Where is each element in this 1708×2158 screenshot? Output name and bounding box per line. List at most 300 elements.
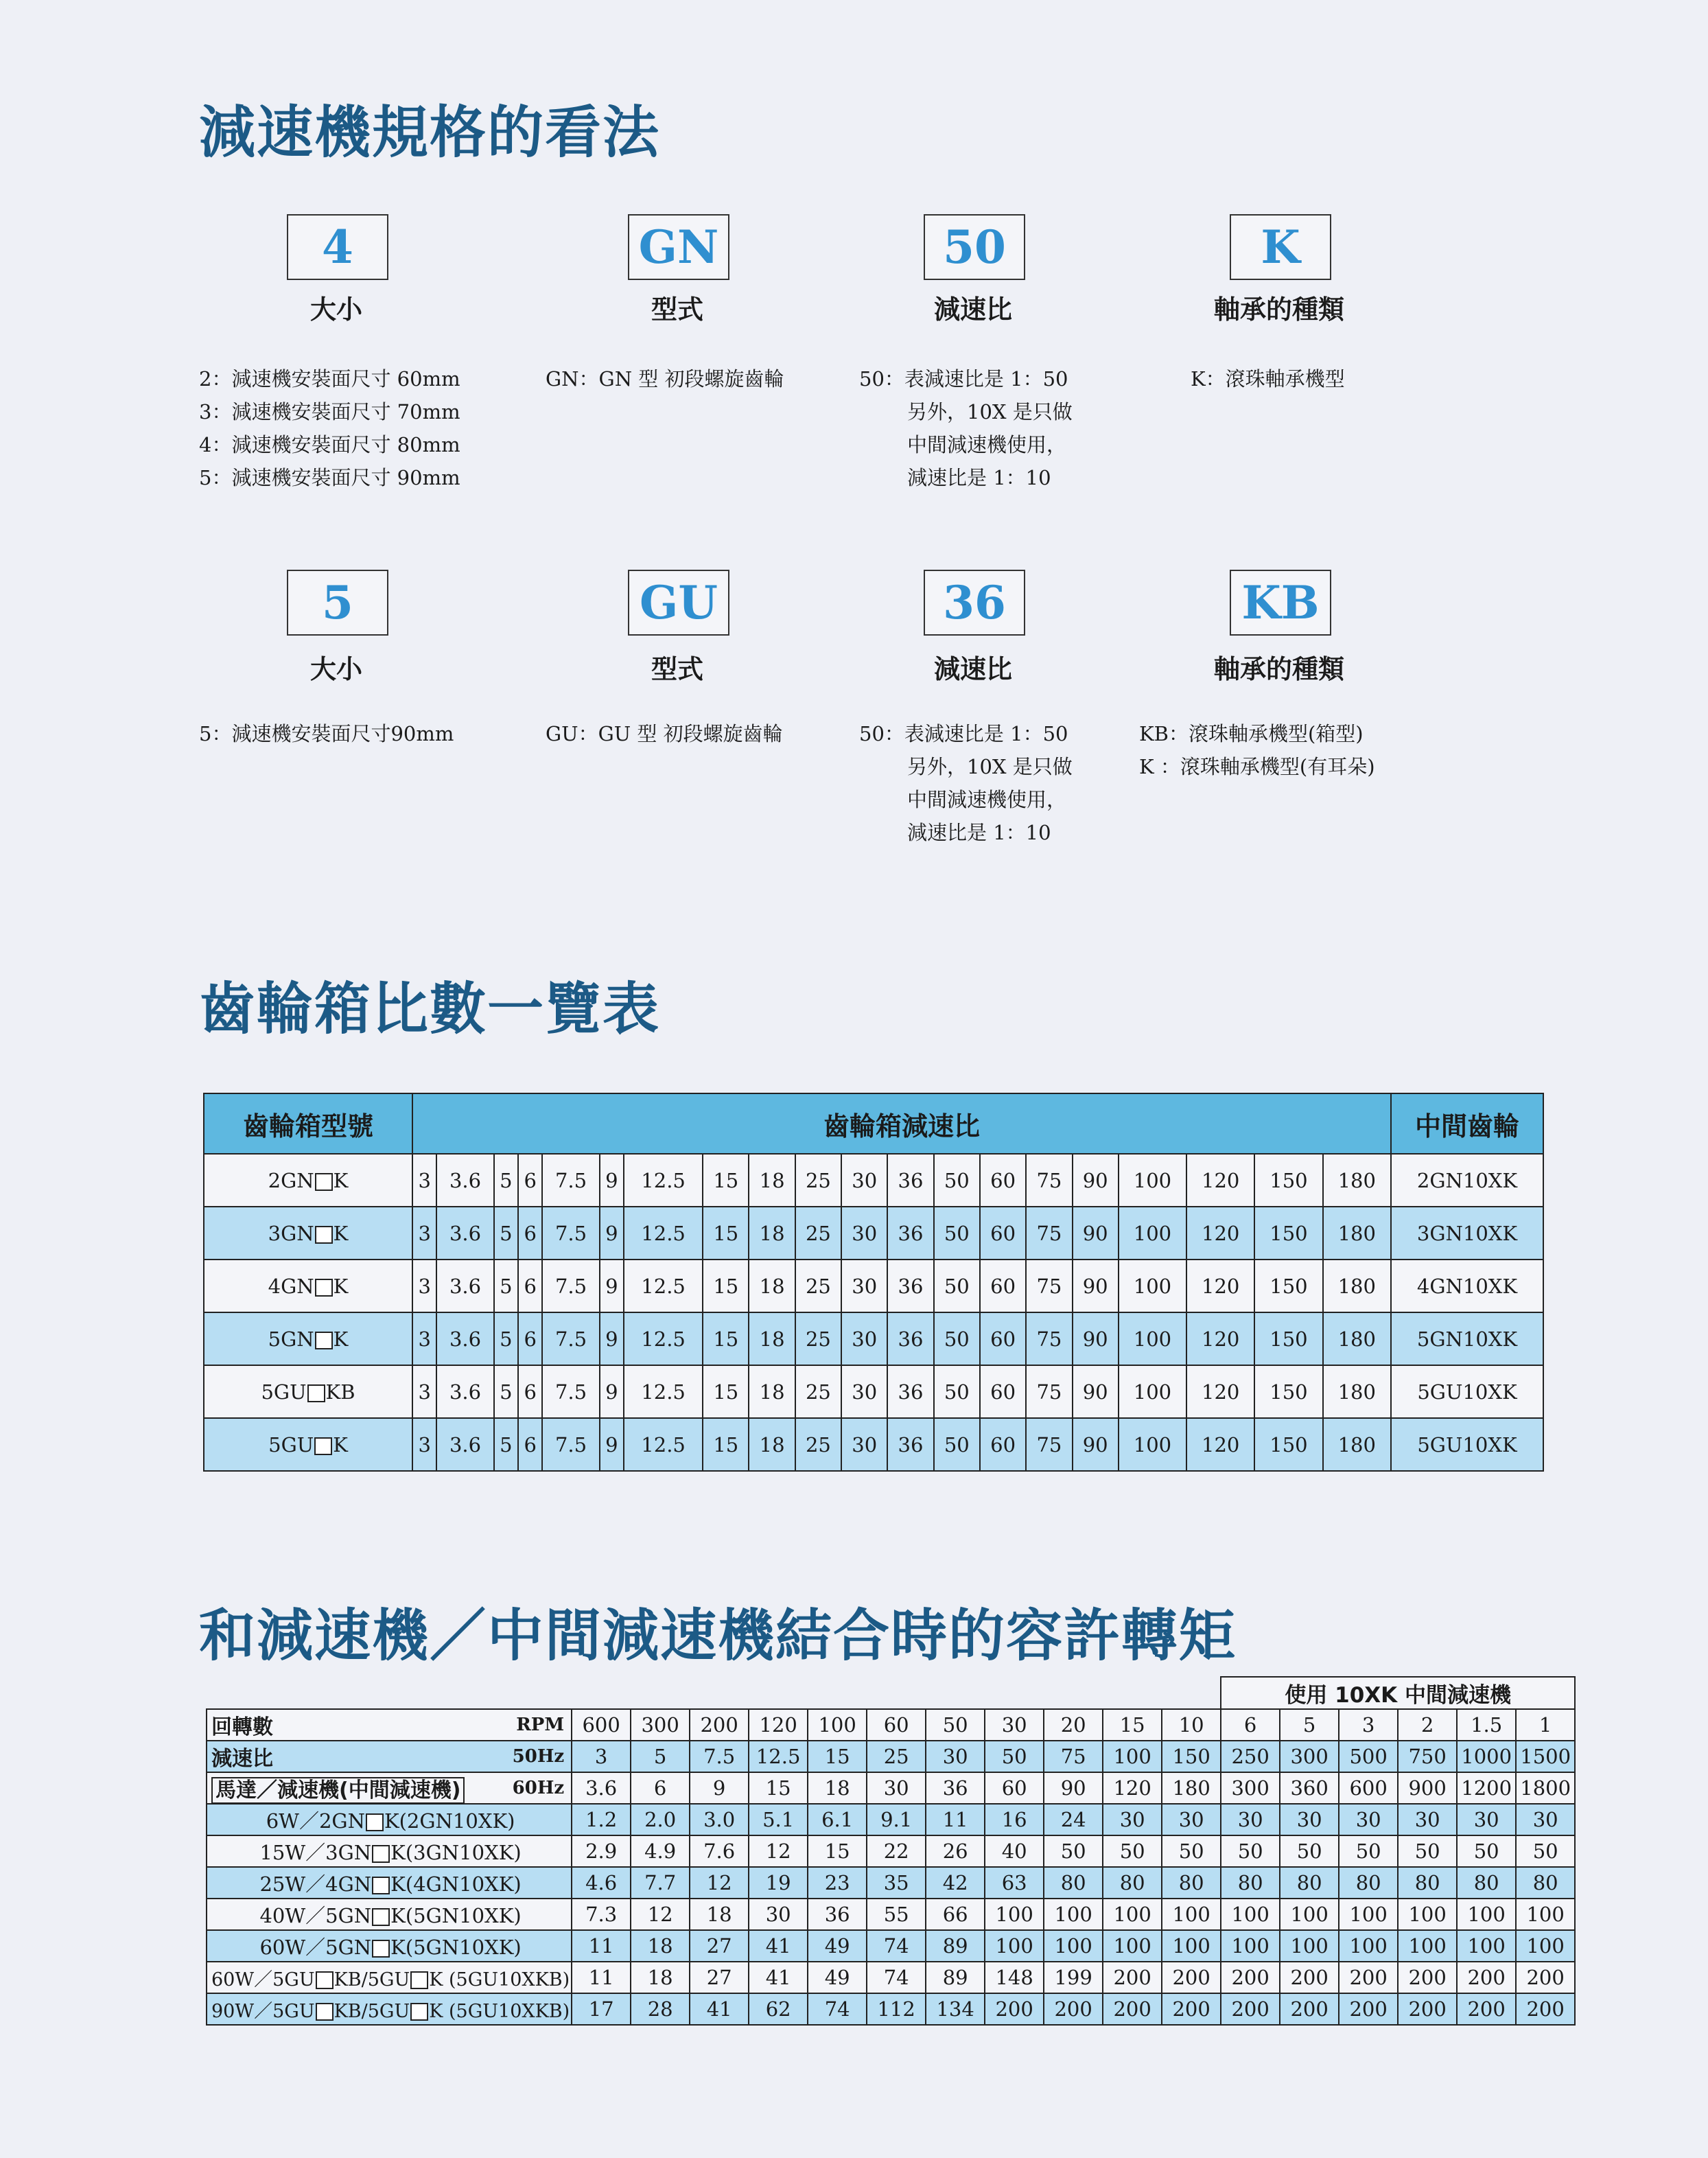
motor-model-a: 15W／3GN [259,1840,372,1864]
middle-gear-cell: 5GN10XK [1391,1312,1543,1365]
ratio-cell: 25 [795,1312,841,1365]
ratio-cell: 7.5 [542,1312,599,1365]
blank-square-icon [307,1384,325,1402]
motor-model-b: K(4GN10XK) [390,1872,522,1896]
spec-description-line: 減速比是 1：10 [907,466,1051,489]
ratio-cell: 180 [1323,1365,1391,1418]
row-label [207,1709,494,1741]
torque-value-cell: 30 [1221,1804,1280,1835]
model-prefix: 5GU [261,1380,307,1404]
torque-value-cell: 200 [1339,1993,1398,2025]
ratio-cell: 25 [795,1365,841,1418]
ratio-cell: 50 [934,1365,980,1418]
spec-description-line: 3：減速機安裝面尺寸 70mm [199,400,460,424]
torque-value-cell: 50 [1280,1835,1339,1867]
group-header-row [207,1677,1575,1709]
torque-value-cell: 100 [1162,1930,1221,1962]
torque-value-cell: 200 [1339,1962,1398,1993]
value-cell: 500 [1339,1741,1398,1772]
model-cell [204,1312,412,1365]
value-cell: 5 [1280,1709,1339,1741]
torque-value-cell: 11 [572,1962,631,1993]
spec-code-box: 50 [924,214,1025,280]
ratio-cell: 120 [1186,1365,1254,1418]
torque-value-cell: 100 [1221,1930,1280,1962]
value-cell: 360 [1280,1772,1339,1804]
model-cell [204,1260,412,1312]
ratio-cell: 100 [1119,1207,1186,1260]
torque-value-cell: 200 [1398,1993,1457,2025]
torque-value-cell: 148 [985,1962,1044,1993]
value-cell: 30 [867,1772,926,1804]
model-cell [204,1365,412,1418]
value-cell: 20 [1044,1709,1103,1741]
ratio-cell: 60 [980,1312,1026,1365]
ratio-cell: 15 [703,1207,749,1260]
ratio-cell: 75 [1026,1154,1072,1207]
ratio-cell: 100 [1119,1260,1186,1312]
ratio-cell: 9 [600,1312,624,1365]
ratio-cell: 15 [703,1312,749,1365]
ratio-cell: 5 [494,1207,518,1260]
spec-caption: 型式 [651,294,703,325]
ratio-cell: 75 [1026,1312,1072,1365]
motor-model-a: 60W／5GN [259,1935,372,1959]
torque-value-cell: 100 [1103,1930,1162,1962]
motor-model-cell [207,1867,572,1899]
torque-value-cell: 80 [1457,1867,1516,1899]
torque-value-cell: 50 [1457,1835,1516,1867]
model-cell [204,1418,412,1471]
model-cell [204,1207,412,1260]
ratio-cell: 150 [1254,1207,1322,1260]
blank-square-icon [316,2003,334,2021]
spec-code-box: 5 [287,570,388,636]
value-cell: 50 [985,1741,1044,1772]
ratio-cell: 9 [600,1418,624,1471]
torque-value-cell: 18 [631,1962,690,1993]
value-cell: 6 [1221,1709,1280,1741]
ratio-cell: 120 [1186,1260,1254,1312]
torque-value-cell: 50 [1103,1835,1162,1867]
value-cell: 3.6 [572,1772,631,1804]
value-cell: 30 [985,1709,1044,1741]
torque-value-cell: 100 [1044,1899,1103,1930]
ratio-cell: 50 [934,1260,980,1312]
gear-ratio-table [203,1093,1544,1472]
ratio-cell: 100 [1119,1312,1186,1365]
torque-value-cell: 200 [1162,1993,1221,2025]
ratio-cell: 180 [1323,1154,1391,1207]
ratio-cell: 6 [518,1312,542,1365]
ratio-cell: 75 [1026,1260,1072,1312]
value-cell: 60 [867,1709,926,1741]
torque-value-cell: 12 [690,1867,749,1899]
group-header-cell: 使用 10XK 中間減速機 [1221,1677,1575,1709]
torque-value-cell: 100 [1162,1899,1221,1930]
ratio-cell: 30 [841,1154,887,1207]
value-cell: 75 [1044,1741,1103,1772]
torque-header-row [207,1772,1575,1804]
blank-square-icon [366,1813,384,1831]
motor-model-b: K(3GN10XK) [390,1840,522,1864]
value-cell: 600 [572,1709,631,1741]
row-unit: 50Hz [494,1741,572,1772]
ratio-cell: 12.5 [624,1260,703,1312]
ratio-cell: 3 [412,1207,436,1260]
torque-value-cell: 41 [749,1962,808,1993]
torque-value-cell: 100 [1457,1899,1516,1930]
ratio-table-row [204,1418,1543,1471]
ratio-table-row [204,1154,1543,1207]
torque-value-cell: 30 [1398,1804,1457,1835]
model-prefix: 3GN [268,1221,314,1245]
value-cell: 6 [631,1772,690,1804]
ratio-cell: 25 [795,1154,841,1207]
torque-row [207,1962,1575,1993]
torque-value-cell: 134 [926,1993,985,2025]
model-suffix: K [333,1168,349,1192]
ratio-cell: 12.5 [624,1312,703,1365]
torque-value-cell: 2.9 [572,1835,631,1867]
row-label-text: 減速比 [211,1747,273,1771]
value-cell: 12.5 [749,1741,808,1772]
torque-value-cell: 12 [631,1899,690,1930]
blank-square-icon [372,1845,390,1863]
spec-caption: 軸承的種類 [1213,654,1344,684]
torque-value-cell: 100 [1280,1899,1339,1930]
motor-model-c: K (5GU10XKB) [429,2000,570,2022]
value-cell: 5 [631,1741,690,1772]
torque-value-cell: 26 [926,1835,985,1867]
ratio-cell: 100 [1119,1418,1186,1471]
blank-square-icon [315,1173,333,1191]
torque-value-cell: 200 [1162,1962,1221,1993]
torque-value-cell: 11 [926,1804,985,1835]
ratio-cell: 150 [1254,1260,1322,1312]
torque-value-cell: 80 [1103,1867,1162,1899]
torque-value-cell: 50 [1398,1835,1457,1867]
ratio-cell: 90 [1073,1365,1119,1418]
torque-value-cell: 55 [867,1899,926,1930]
ratio-cell: 18 [749,1154,795,1207]
ratio-cell: 50 [934,1207,980,1260]
torque-value-cell: 19 [749,1867,808,1899]
torque-value-cell: 23 [808,1867,867,1899]
motor-model-c: K (5GU10XKB) [429,1969,570,1991]
model-cell [204,1154,412,1207]
value-cell: 18 [808,1772,867,1804]
spec-description-line: K ：滾珠軸承機型(有耳朵) [1139,755,1375,778]
motor-model-b: K(5GN10XK) [390,1903,522,1927]
spec-code-box: GU [628,570,729,636]
ratio-cell: 7.5 [542,1418,599,1471]
model-suffix: KB [325,1380,355,1404]
value-cell: 300 [1221,1772,1280,1804]
ratio-cell: 6 [518,1260,542,1312]
torque-value-cell: 30 [1162,1804,1221,1835]
torque-value-cell: 18 [690,1899,749,1930]
ratio-cell: 9 [600,1154,624,1207]
ratio-table-row [204,1260,1543,1312]
torque-value-cell: 30 [1516,1804,1575,1835]
ratio-section-title: 齒輪箱比數一覽表 [199,977,661,1042]
torque-value-cell: 42 [926,1867,985,1899]
value-cell: 9 [690,1772,749,1804]
value-cell: 600 [1339,1772,1398,1804]
ratio-cell: 180 [1323,1418,1391,1471]
middle-gear-cell: 5GU10XK [1391,1418,1543,1471]
torque-value-cell: 100 [1339,1899,1398,1930]
model-suffix: K [333,1274,349,1298]
ratio-cell: 120 [1186,1207,1254,1260]
value-cell: 7.5 [690,1741,749,1772]
torque-row [207,1835,1575,1867]
torque-value-cell: 80 [1280,1867,1339,1899]
ratio-cell: 150 [1254,1312,1322,1365]
torque-value-cell: 100 [1398,1930,1457,1962]
value-cell: 2 [1398,1709,1457,1741]
torque-value-cell: 200 [985,1993,1044,2025]
torque-value-cell: 30 [749,1899,808,1930]
ratio-cell: 36 [887,1312,933,1365]
spec-code-box: 36 [924,570,1025,636]
spec-caption: 減速比 [933,654,1012,684]
torque-value-cell: 3.0 [690,1804,749,1835]
value-cell: 750 [1398,1741,1457,1772]
ratio-cell: 60 [980,1154,1026,1207]
spec-caption: 大小 [309,654,362,684]
ratio-cell: 7.5 [542,1154,599,1207]
ratio-cell: 60 [980,1207,1026,1260]
ratio-cell: 7.5 [542,1207,599,1260]
ratio-table-row [204,1207,1543,1260]
ratio-cell: 75 [1026,1207,1072,1260]
torque-value-cell: 112 [867,1993,926,2025]
ratio-cell: 90 [1073,1154,1119,1207]
torque-value-cell: 66 [926,1899,985,1930]
row-label-text: 回轉數 [211,1715,273,1739]
ratio-cell: 50 [934,1154,980,1207]
ratio-cell: 18 [749,1365,795,1418]
spec-description [859,717,1073,849]
ratio-cell: 18 [749,1418,795,1471]
value-cell: 15 [749,1772,808,1804]
ratio-cell: 30 [841,1365,887,1418]
torque-value-cell: 12 [749,1835,808,1867]
value-cell: 200 [690,1709,749,1741]
torque-value-cell: 41 [749,1930,808,1962]
value-cell: 1200 [1457,1772,1516,1804]
ratio-cell: 6 [518,1365,542,1418]
value-cell: 30 [926,1741,985,1772]
row-unit: RPM [494,1709,572,1741]
ratio-cell: 36 [887,1154,933,1207]
motor-model-cell [207,1899,572,1930]
spec-description-line: 50：表減速比是 1：50 [859,367,1068,391]
torque-value-cell: 2.0 [631,1804,690,1835]
ratio-cell: 180 [1323,1207,1391,1260]
torque-value-cell: 200 [1221,1993,1280,2025]
torque-value-cell: 4.9 [631,1835,690,1867]
torque-value-cell: 16 [985,1804,1044,1835]
ratio-cell: 3 [412,1260,436,1312]
torque-value-cell: 100 [1398,1899,1457,1930]
torque-value-cell: 1.2 [572,1804,631,1835]
torque-row [207,1804,1575,1835]
ratio-cell: 90 [1073,1312,1119,1365]
torque-value-cell: 50 [1221,1835,1280,1867]
motor-model-a: 60W／5GU [211,1969,315,1991]
model-suffix: K [333,1327,349,1351]
spec-description [199,717,454,750]
ratio-cell: 3 [412,1312,436,1365]
ratio-cell: 120 [1186,1154,1254,1207]
torque-value-cell: 200 [1103,1993,1162,2025]
value-cell: 10 [1162,1709,1221,1741]
value-cell: 100 [808,1709,867,1741]
value-cell: 50 [926,1709,985,1741]
torque-value-cell: 100 [1516,1930,1575,1962]
ratio-cell: 3 [412,1365,436,1418]
torque-value-cell: 200 [1044,1993,1103,2025]
ratio-cell: 150 [1254,1418,1322,1471]
ratio-table-row [204,1365,1543,1418]
torque-value-cell: 200 [1398,1962,1457,1993]
motor-model-cell [207,1993,572,2025]
motor-model-cell [207,1804,572,1835]
spec-code-box: K [1230,214,1331,280]
torque-value-cell: 200 [1516,1993,1575,2025]
ratio-cell: 90 [1073,1418,1119,1471]
torque-value-cell: 74 [867,1962,926,1993]
spec-caption: 軸承的種類 [1213,294,1344,325]
motor-model-a: 40W／5GN [259,1903,372,1927]
value-cell: 120 [1103,1772,1162,1804]
torque-value-cell: 28 [631,1993,690,2025]
torque-value-cell: 36 [808,1899,867,1930]
torque-value-cell: 27 [690,1930,749,1962]
value-cell: 1500 [1516,1741,1575,1772]
ratio-cell: 75 [1026,1365,1072,1418]
ratio-cell: 9 [600,1207,624,1260]
value-cell: 300 [1280,1741,1339,1772]
value-cell: 1800 [1516,1772,1575,1804]
torque-row [207,1993,1575,2025]
ratio-cell: 18 [749,1312,795,1365]
torque-value-cell: 50 [1162,1835,1221,1867]
motor-model-a: 90W／5GU [211,2000,315,2022]
torque-value-cell: 50 [1516,1835,1575,1867]
torque-value-cell: 80 [1339,1867,1398,1899]
middle-gear-cell: 4GN10XK [1391,1260,1543,1312]
ratio-cell: 150 [1254,1154,1322,1207]
middle-gear-header: 中間齒輪 [1391,1093,1543,1154]
ratio-cell: 3.6 [436,1207,493,1260]
ratio-cell: 15 [703,1365,749,1418]
torque-value-cell: 100 [1280,1930,1339,1962]
value-cell: 3 [1339,1709,1398,1741]
ratio-cell: 25 [795,1260,841,1312]
spec-description-line: 5：減速機安裝面尺寸90mm [199,722,454,745]
spec-code-box: 4 [287,214,388,280]
torque-value-cell: 89 [926,1930,985,1962]
torque-value-cell: 15 [808,1835,867,1867]
value-cell: 15 [1103,1709,1162,1741]
torque-value-cell: 6.1 [808,1804,867,1835]
ratio-cell: 75 [1026,1418,1072,1471]
blank-square-icon [314,1437,332,1455]
ratio-cell: 30 [841,1418,887,1471]
spec-description [546,717,783,750]
ratio-cell: 60 [980,1365,1026,1418]
middle-gear-cell: 2GN10XK [1391,1154,1543,1207]
motor-model-cell [207,1962,572,1993]
ratio-cell: 30 [841,1312,887,1365]
ratio-cell: 5 [494,1418,518,1471]
value-cell: 300 [631,1709,690,1741]
value-cell: 1000 [1457,1741,1516,1772]
value-cell: 150 [1162,1741,1221,1772]
ratio-cell: 15 [703,1260,749,1312]
ratio-cell: 5 [494,1154,518,1207]
spec-caption: 大小 [309,294,362,325]
ratio-cell: 120 [1186,1418,1254,1471]
torque-header-row [207,1741,1575,1772]
blank-square-icon [316,1971,334,1989]
torque-value-cell: 100 [1457,1930,1516,1962]
ratio-cell: 9 [600,1260,624,1312]
blank-square-icon [315,1226,333,1244]
blank-square-icon [315,1279,333,1297]
spec-description [1139,717,1375,783]
value-cell: 15 [808,1741,867,1772]
ratio-cell: 3.6 [436,1365,493,1418]
ratio-cell: 36 [887,1207,933,1260]
motor-model-a: 6W／2GN [266,1809,365,1833]
ratio-cell: 5 [494,1365,518,1418]
spec-description-line: GN：GN 型 初段螺旋齒輪 [546,367,784,391]
model-header: 齒輪箱型號 [204,1093,412,1154]
torque-value-cell: 30 [1103,1804,1162,1835]
torque-value-cell: 100 [1516,1899,1575,1930]
ratio-cell: 120 [1186,1312,1254,1365]
torque-value-cell: 80 [1398,1867,1457,1899]
group-header-spacer [207,1677,1221,1709]
spec-description-line: GU：GU 型 初段螺旋齒輪 [546,722,783,745]
torque-value-cell: 200 [1280,1962,1339,1993]
value-cell: 3 [572,1741,631,1772]
motor-model-b: K(5GN10XK) [390,1935,522,1959]
ratio-cell: 180 [1323,1260,1391,1312]
ratio-cell: 15 [703,1418,749,1471]
torque-value-cell: 100 [1339,1930,1398,1962]
value-cell: 60 [985,1772,1044,1804]
model-prefix: 2GN [268,1168,314,1192]
torque-row [207,1867,1575,1899]
spec-description-line: K：滾珠軸承機型 [1191,367,1345,391]
blank-square-icon [315,1332,333,1349]
torque-value-cell: 63 [985,1867,1044,1899]
torque-value-cell: 50 [1044,1835,1103,1867]
torque-value-cell: 199 [1044,1962,1103,1993]
value-cell: 25 [867,1741,926,1772]
ratio-cell: 3.6 [436,1418,493,1471]
torque-row [207,1930,1575,1962]
torque-value-cell: 200 [1103,1962,1162,1993]
value-cell: 120 [749,1709,808,1741]
torque-value-cell: 100 [985,1930,1044,1962]
